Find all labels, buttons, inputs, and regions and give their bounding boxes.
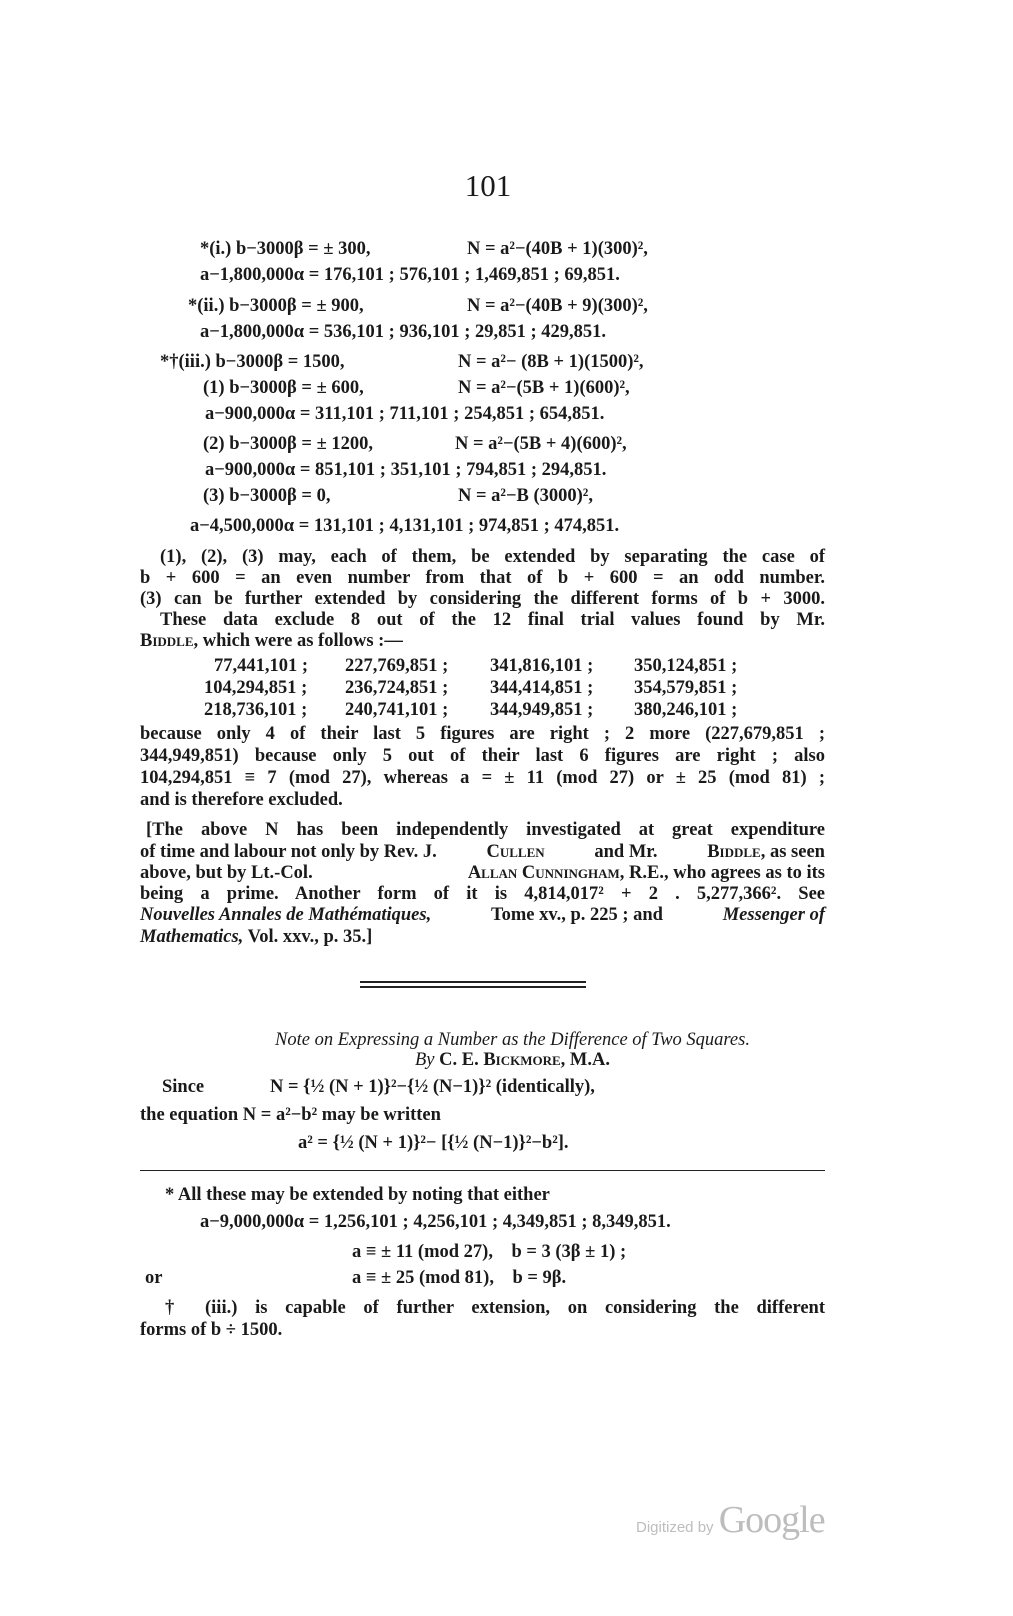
subcase-2-values: a−900,000α = 851,101 ; 351,101 ; 794,851 ; 294,851. bbox=[205, 460, 607, 480]
section-divider bbox=[360, 981, 586, 983]
identity-formula: N = {½ (N + 1)}²−{½ (N−1)}² (identically), bbox=[270, 1077, 595, 1097]
para4-line bbox=[140, 904, 825, 926]
page-number: 101 bbox=[464, 168, 512, 203]
table-cell: 344,414,851 ; bbox=[490, 678, 594, 698]
case-i-values: a−1,800,000α = 176,101 ; 576,101 ; 1,469,851 ; 69,851. bbox=[200, 265, 620, 285]
person-name: Biddle bbox=[140, 631, 194, 651]
rewritten-formula: a² = {½ (N + 1)}²− [{½ (N−1)}²−b²]. bbox=[298, 1133, 569, 1153]
table-cell: 77,441,101 ; bbox=[214, 656, 309, 676]
case-iii-condition: *†(iii.) b−3000β = 1500, bbox=[160, 352, 345, 372]
case-i-formula: N = a²−(40B + 1)(300)², bbox=[467, 239, 648, 259]
footnote-star: * All these may be extended by noting that either bbox=[165, 1185, 550, 1205]
para4-text: and Mr. bbox=[594, 842, 658, 862]
subcase-3-condition: (3) b−3000β = 0, bbox=[203, 486, 331, 506]
author-name: C. E. Bickmore, M.A. bbox=[439, 1050, 610, 1070]
by-label: By bbox=[414, 1050, 435, 1070]
table-cell: 240,741,101 ; bbox=[345, 700, 449, 720]
footnote-or: or bbox=[145, 1268, 163, 1288]
subcase-1-condition: (1) b−3000β = ± 600, bbox=[203, 378, 364, 398]
para4-line: being a prime. Another form of it is 4,814,017² + 2 . 5,277,366². See bbox=[140, 884, 825, 904]
table-cell: 350,124,851 ; bbox=[634, 656, 738, 676]
para1-line: (3) can be further extended by considering the different forms of b + 3000. bbox=[140, 589, 825, 609]
table-cell: 218,736,101 ; bbox=[204, 700, 308, 720]
footnote-condition: a ≡ ± 11 (mod 27), b = 3 (3β ± 1) ; bbox=[352, 1242, 627, 1262]
journal-title: Nouvelles Annales de Mathématiques, bbox=[140, 905, 432, 925]
para3-line: and is therefore excluded. bbox=[140, 790, 343, 810]
footnote-condition: a ≡ ± 25 (mod 81), b = 9β. bbox=[352, 1268, 567, 1288]
journal-title: Mathematics, bbox=[140, 927, 244, 947]
person-name: Biddle bbox=[707, 842, 761, 862]
subcase-1-formula: N = a²−(5B + 1)(600)², bbox=[458, 378, 630, 398]
para4-text: Vol. xxv., p. 35.] bbox=[247, 927, 373, 947]
para4-line bbox=[140, 841, 825, 863]
para4-text: of time and labour not only by Rev. J. bbox=[140, 842, 437, 862]
subcase-2-formula: N = a²−(5B + 4)(600)², bbox=[455, 434, 627, 454]
para1-line: b + 600 = an even number from that of b + 600 = an odd number. bbox=[140, 568, 825, 588]
digitized-watermark bbox=[636, 1498, 825, 1542]
case-ii-formula: N = a²−(40B + 9)(300)², bbox=[467, 296, 648, 316]
table-cell: 380,246,101 ; bbox=[634, 700, 738, 720]
para4-text: , R.E., who agrees as to its bbox=[619, 863, 825, 883]
footnote-values: a−9,000,000α = 1,256,101 ; 4,256,101 ; 4,349,851 ; 8,349,851. bbox=[200, 1212, 671, 1232]
table-cell: 104,294,851 ; bbox=[204, 678, 308, 698]
para4-line: [The above N has been independently investigated at great expenditure bbox=[146, 820, 825, 840]
google-logo: Google bbox=[718, 1499, 825, 1541]
case-ii-values: a−1,800,000α = 536,101 ; 936,101 ; 29,851 ; 429,851. bbox=[200, 322, 607, 342]
table-cell: 354,579,851 ; bbox=[634, 678, 738, 698]
watermark-prefix: Digitized by bbox=[636, 1519, 714, 1536]
footnote-dagger: forms of b ÷ 1500. bbox=[140, 1320, 283, 1340]
para4-text: , as seen bbox=[760, 842, 825, 862]
para4-text: above, but by Lt.-Col. bbox=[140, 863, 313, 883]
equation-line: the equation N = a²−b² may be written bbox=[140, 1105, 441, 1125]
note-byline bbox=[140, 1049, 885, 1071]
table-cell: 341,816,101 ; bbox=[490, 656, 594, 676]
para2-text: , which were as follows :— bbox=[193, 631, 403, 651]
journal-title: Messenger of bbox=[722, 905, 825, 925]
subcase-3-formula: N = a²−B (3000)², bbox=[458, 486, 593, 506]
table-cell: 344,949,851 ; bbox=[490, 700, 594, 720]
para3-line: 104,294,851 ≡ 7 (mod 27), whereas a = ± 11 (mod 27) or ± 25 (mod 81) ; bbox=[140, 768, 825, 788]
para2-line bbox=[140, 630, 403, 652]
para4-line bbox=[140, 862, 825, 884]
para3-line: because only 4 of their last 5 figures are right ; 2 more (227,679,851 ; bbox=[140, 724, 825, 744]
case-ii-condition: *(ii.) b−3000β = ± 900, bbox=[188, 296, 364, 316]
since-label: Since bbox=[162, 1077, 205, 1097]
footnote-rule bbox=[140, 1170, 825, 1171]
note-title: Note on Expressing a Number as the Difference of Two Squares. bbox=[275, 1030, 750, 1050]
footnote-dagger: † (iii.) is capable of further extension, on considering the different bbox=[165, 1298, 825, 1318]
section-divider bbox=[360, 986, 586, 988]
subcase-1-values: a−900,000α = 311,101 ; 711,101 ; 254,851 ; 654,851. bbox=[205, 404, 605, 424]
para4-line bbox=[140, 926, 372, 948]
para4-text: Tome xv., p. 225 ; and bbox=[490, 905, 663, 925]
case-i-condition: *(i.) b−3000β = ± 300, bbox=[200, 239, 371, 259]
table-cell: 236,724,851 ; bbox=[345, 678, 449, 698]
table-cell: 227,769,851 ; bbox=[345, 656, 449, 676]
person-name: Allan Cunningham bbox=[467, 863, 620, 883]
para1-line: (1), (2), (3) may, each of them, be extended by separating the case of bbox=[160, 547, 825, 567]
subcase-2-condition: (2) b−3000β = ± 1200, bbox=[203, 434, 373, 454]
subcase-3-values: a−4,500,000α = 131,101 ; 4,131,101 ; 974,851 ; 474,851. bbox=[190, 516, 620, 536]
case-iii-formula: N = a²− (8B + 1)(1500)², bbox=[458, 352, 644, 372]
para3-line: 344,949,851) because only 5 out of their last 6 figures are right ; also bbox=[140, 746, 825, 766]
para2-line: These data exclude 8 out of the 12 final trial values found by Mr. bbox=[160, 610, 825, 630]
person-name: Cullen bbox=[486, 842, 545, 862]
